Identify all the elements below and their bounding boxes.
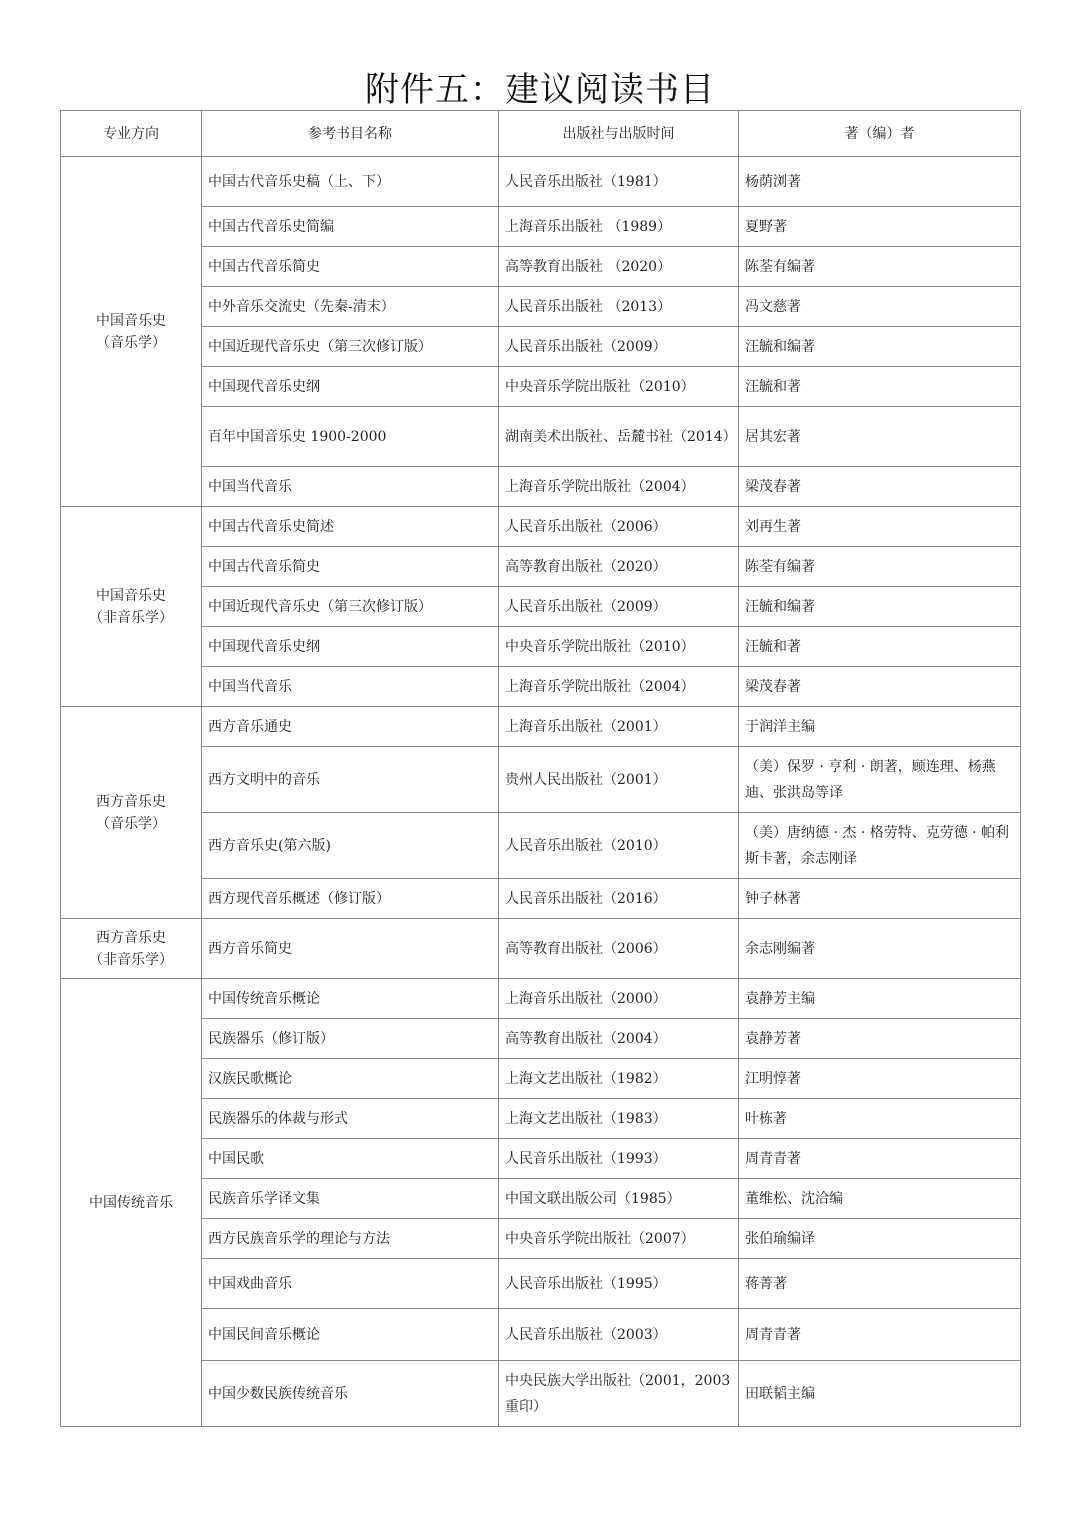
publisher-cell: 上海文艺出版社（1982） [499,1059,739,1099]
book-title-cell: 西方音乐史(第六版) [202,813,499,879]
category-cell [61,157,202,507]
publisher-cell: 高等教育出版社（2004） [499,1019,739,1059]
publisher-cell: 高等教育出版社 （2020） [499,247,739,287]
header-book: 参考书目名称 [202,111,499,157]
book-title-cell: 民族音乐学译文集 [202,1179,499,1219]
category-cell [61,507,202,707]
author-cell: 袁静芳著 [739,1019,1021,1059]
table-row [61,707,1021,747]
book-title-cell: 中国少数民族传统音乐 [202,1361,499,1427]
category-cell [61,979,202,1427]
author-cell: 叶栋著 [739,1099,1021,1139]
table-row [61,919,1021,979]
book-title-cell: 中国戏曲音乐 [202,1259,499,1309]
table-row [61,407,1021,467]
publisher-cell: 上海音乐学院出版社（2004） [499,467,739,507]
publisher-cell: 上海音乐出版社 （1989） [499,207,739,247]
author-cell: 田联韬主编 [739,1361,1021,1427]
author-cell: 余志刚编著 [739,919,1021,979]
author-cell: 钟子林著 [739,879,1021,919]
page-title: 附件五：建议阅读书目 [365,70,715,110]
table-row [61,1019,1021,1059]
publisher-cell: 中央音乐学院出版社（2010） [499,627,739,667]
author-cell: 夏野著 [739,207,1021,247]
table-row [61,547,1021,587]
author-cell: 董维松、沈洽编 [739,1179,1021,1219]
category-label: 中国音乐史 [96,312,166,329]
publisher-cell: 人民音乐出版社（1993） [499,1139,739,1179]
table-row [61,1139,1021,1179]
book-title-cell: 中国近现代音乐史（第三次修订版） [202,587,499,627]
publisher-cell: 人民音乐出版社（2009） [499,587,739,627]
book-title-cell: 西方音乐通史 [202,707,499,747]
publisher-cell: 中央民族大学出版社（2001，2003重印） [499,1361,739,1427]
publisher-cell: 中国文联出版公司（1985） [499,1179,739,1219]
table-row [61,1219,1021,1259]
book-title-cell: 中国古代音乐史简述 [202,507,499,547]
publisher-cell: 人民音乐出版社（2003） [499,1309,739,1361]
publisher-cell: 人民音乐出版社（1981） [499,157,739,207]
table-row [61,367,1021,407]
publisher-cell: 高等教育出版社（2020） [499,547,739,587]
book-title-cell: 中国当代音乐 [202,667,499,707]
book-title-cell: 中国古代音乐史稿（上、下） [202,157,499,207]
book-title-cell: 西方文明中的音乐 [202,747,499,813]
category-label: 西方音乐史 [96,929,166,946]
book-title-cell: 汉族民歌概论 [202,1059,499,1099]
table-row [61,879,1021,919]
category-cell [61,707,202,919]
header-publisher: 出版社与出版时间 [499,111,739,157]
book-title-cell: 百年中国音乐史 1900-2000 [202,407,499,467]
publisher-cell: 人民音乐出版社（2016） [499,879,739,919]
reading-list-table [60,110,1021,1427]
table-row [61,1361,1021,1427]
publisher-cell: 人民音乐出版社（2010） [499,813,739,879]
book-title-cell: 西方现代音乐概述（修订版） [202,879,499,919]
author-cell: 梁茂春著 [739,667,1021,707]
table-row [61,327,1021,367]
table-header-row [61,111,1021,157]
publisher-cell: 上海音乐出版社（2000） [499,979,739,1019]
table-row [61,587,1021,627]
category-label: （非音乐学） [89,951,173,968]
table-row [61,507,1021,547]
author-cell: 陈荃有编著 [739,547,1021,587]
table-row [61,1099,1021,1139]
author-cell: 张伯瑜编译 [739,1219,1021,1259]
publisher-cell: 上海音乐出版社（2001） [499,707,739,747]
publisher-cell: 人民音乐出版社（2009） [499,327,739,367]
author-cell: 周青青著 [739,1139,1021,1179]
table-row [61,979,1021,1019]
table-row [61,287,1021,327]
author-cell: 冯文慈著 [739,287,1021,327]
header-major: 专业方向 [61,111,202,157]
category-label: （音乐学） [96,815,166,832]
book-title-cell: 中国近现代音乐史（第三次修订版） [202,327,499,367]
table-row [61,247,1021,287]
author-cell: 陈荃有编著 [739,247,1021,287]
category-label: （音乐学） [96,334,166,351]
table-row [61,1179,1021,1219]
publisher-cell: 高等教育出版社（2006） [499,919,739,979]
book-title-cell: 中国古代音乐简史 [202,247,499,287]
table-row [61,467,1021,507]
author-cell: 汪毓和编著 [739,587,1021,627]
book-title-cell: 中国当代音乐 [202,467,499,507]
author-cell: 周青青著 [739,1309,1021,1361]
book-title-cell: 中国民间音乐概论 [202,1309,499,1361]
book-title-cell: 中国古代音乐简史 [202,547,499,587]
table-row [61,813,1021,879]
book-title-cell: 中国传统音乐概论 [202,979,499,1019]
author-cell: （美）保罗 · 亨利 · 朗著，顾连理、杨燕迪、张洪岛等译 [739,747,1021,813]
header-author: 著（编）者 [739,111,1021,157]
category-label: 中国传统音乐 [89,1194,173,1211]
table-row [61,627,1021,667]
category-label: （非音乐学） [89,609,173,626]
author-cell: 汪毓和编著 [739,327,1021,367]
book-title-cell: 民族器乐（修订版） [202,1019,499,1059]
book-title-cell: 西方民族音乐学的理论与方法 [202,1219,499,1259]
author-cell: 刘再生著 [739,507,1021,547]
publisher-cell: 中央音乐学院出版社（2007） [499,1219,739,1259]
table-row [61,1259,1021,1309]
book-title-cell: 中国古代音乐史简编 [202,207,499,247]
publisher-cell: 人民音乐出版社（2006） [499,507,739,547]
author-cell: 袁静芳主编 [739,979,1021,1019]
table-row [61,747,1021,813]
author-cell: （美）唐纳德 · 杰 · 格劳特、克劳德 · 帕利斯卡著，余志刚译 [739,813,1021,879]
author-cell: 江明惇著 [739,1059,1021,1099]
publisher-cell: 上海音乐学院出版社（2004） [499,667,739,707]
publisher-cell: 人民音乐出版社（1995） [499,1259,739,1309]
table-row [61,157,1021,207]
author-cell: 蒋菁著 [739,1259,1021,1309]
author-cell: 居其宏著 [739,407,1021,467]
book-title-cell: 西方音乐简史 [202,919,499,979]
author-cell: 杨荫浏著 [739,157,1021,207]
book-title-cell: 中国现代音乐史纲 [202,627,499,667]
table-row [61,1059,1021,1099]
publisher-cell: 湖南美术出版社、岳麓书社（2014） [499,407,739,467]
category-cell [61,919,202,979]
book-title-cell: 中国民歌 [202,1139,499,1179]
author-cell: 梁茂春著 [739,467,1021,507]
category-label: 中国音乐史 [96,587,166,604]
author-cell: 于润洋主编 [739,707,1021,747]
publisher-cell: 贵州人民出版社（2001） [499,747,739,813]
table-row [61,1309,1021,1361]
publisher-cell: 上海文艺出版社（1983） [499,1099,739,1139]
book-title-cell: 民族器乐的体裁与形式 [202,1099,499,1139]
book-title-cell: 中国现代音乐史纲 [202,367,499,407]
category-label: 西方音乐史 [96,793,166,810]
author-cell: 汪毓和著 [739,367,1021,407]
book-title-cell: 中外音乐交流史（先秦-清末） [202,287,499,327]
table-row [61,667,1021,707]
table-row [61,207,1021,247]
author-cell: 汪毓和著 [739,627,1021,667]
publisher-cell: 人民音乐出版社 （2013） [499,287,739,327]
publisher-cell: 中央音乐学院出版社（2010） [499,367,739,407]
table-body [61,157,1021,1427]
